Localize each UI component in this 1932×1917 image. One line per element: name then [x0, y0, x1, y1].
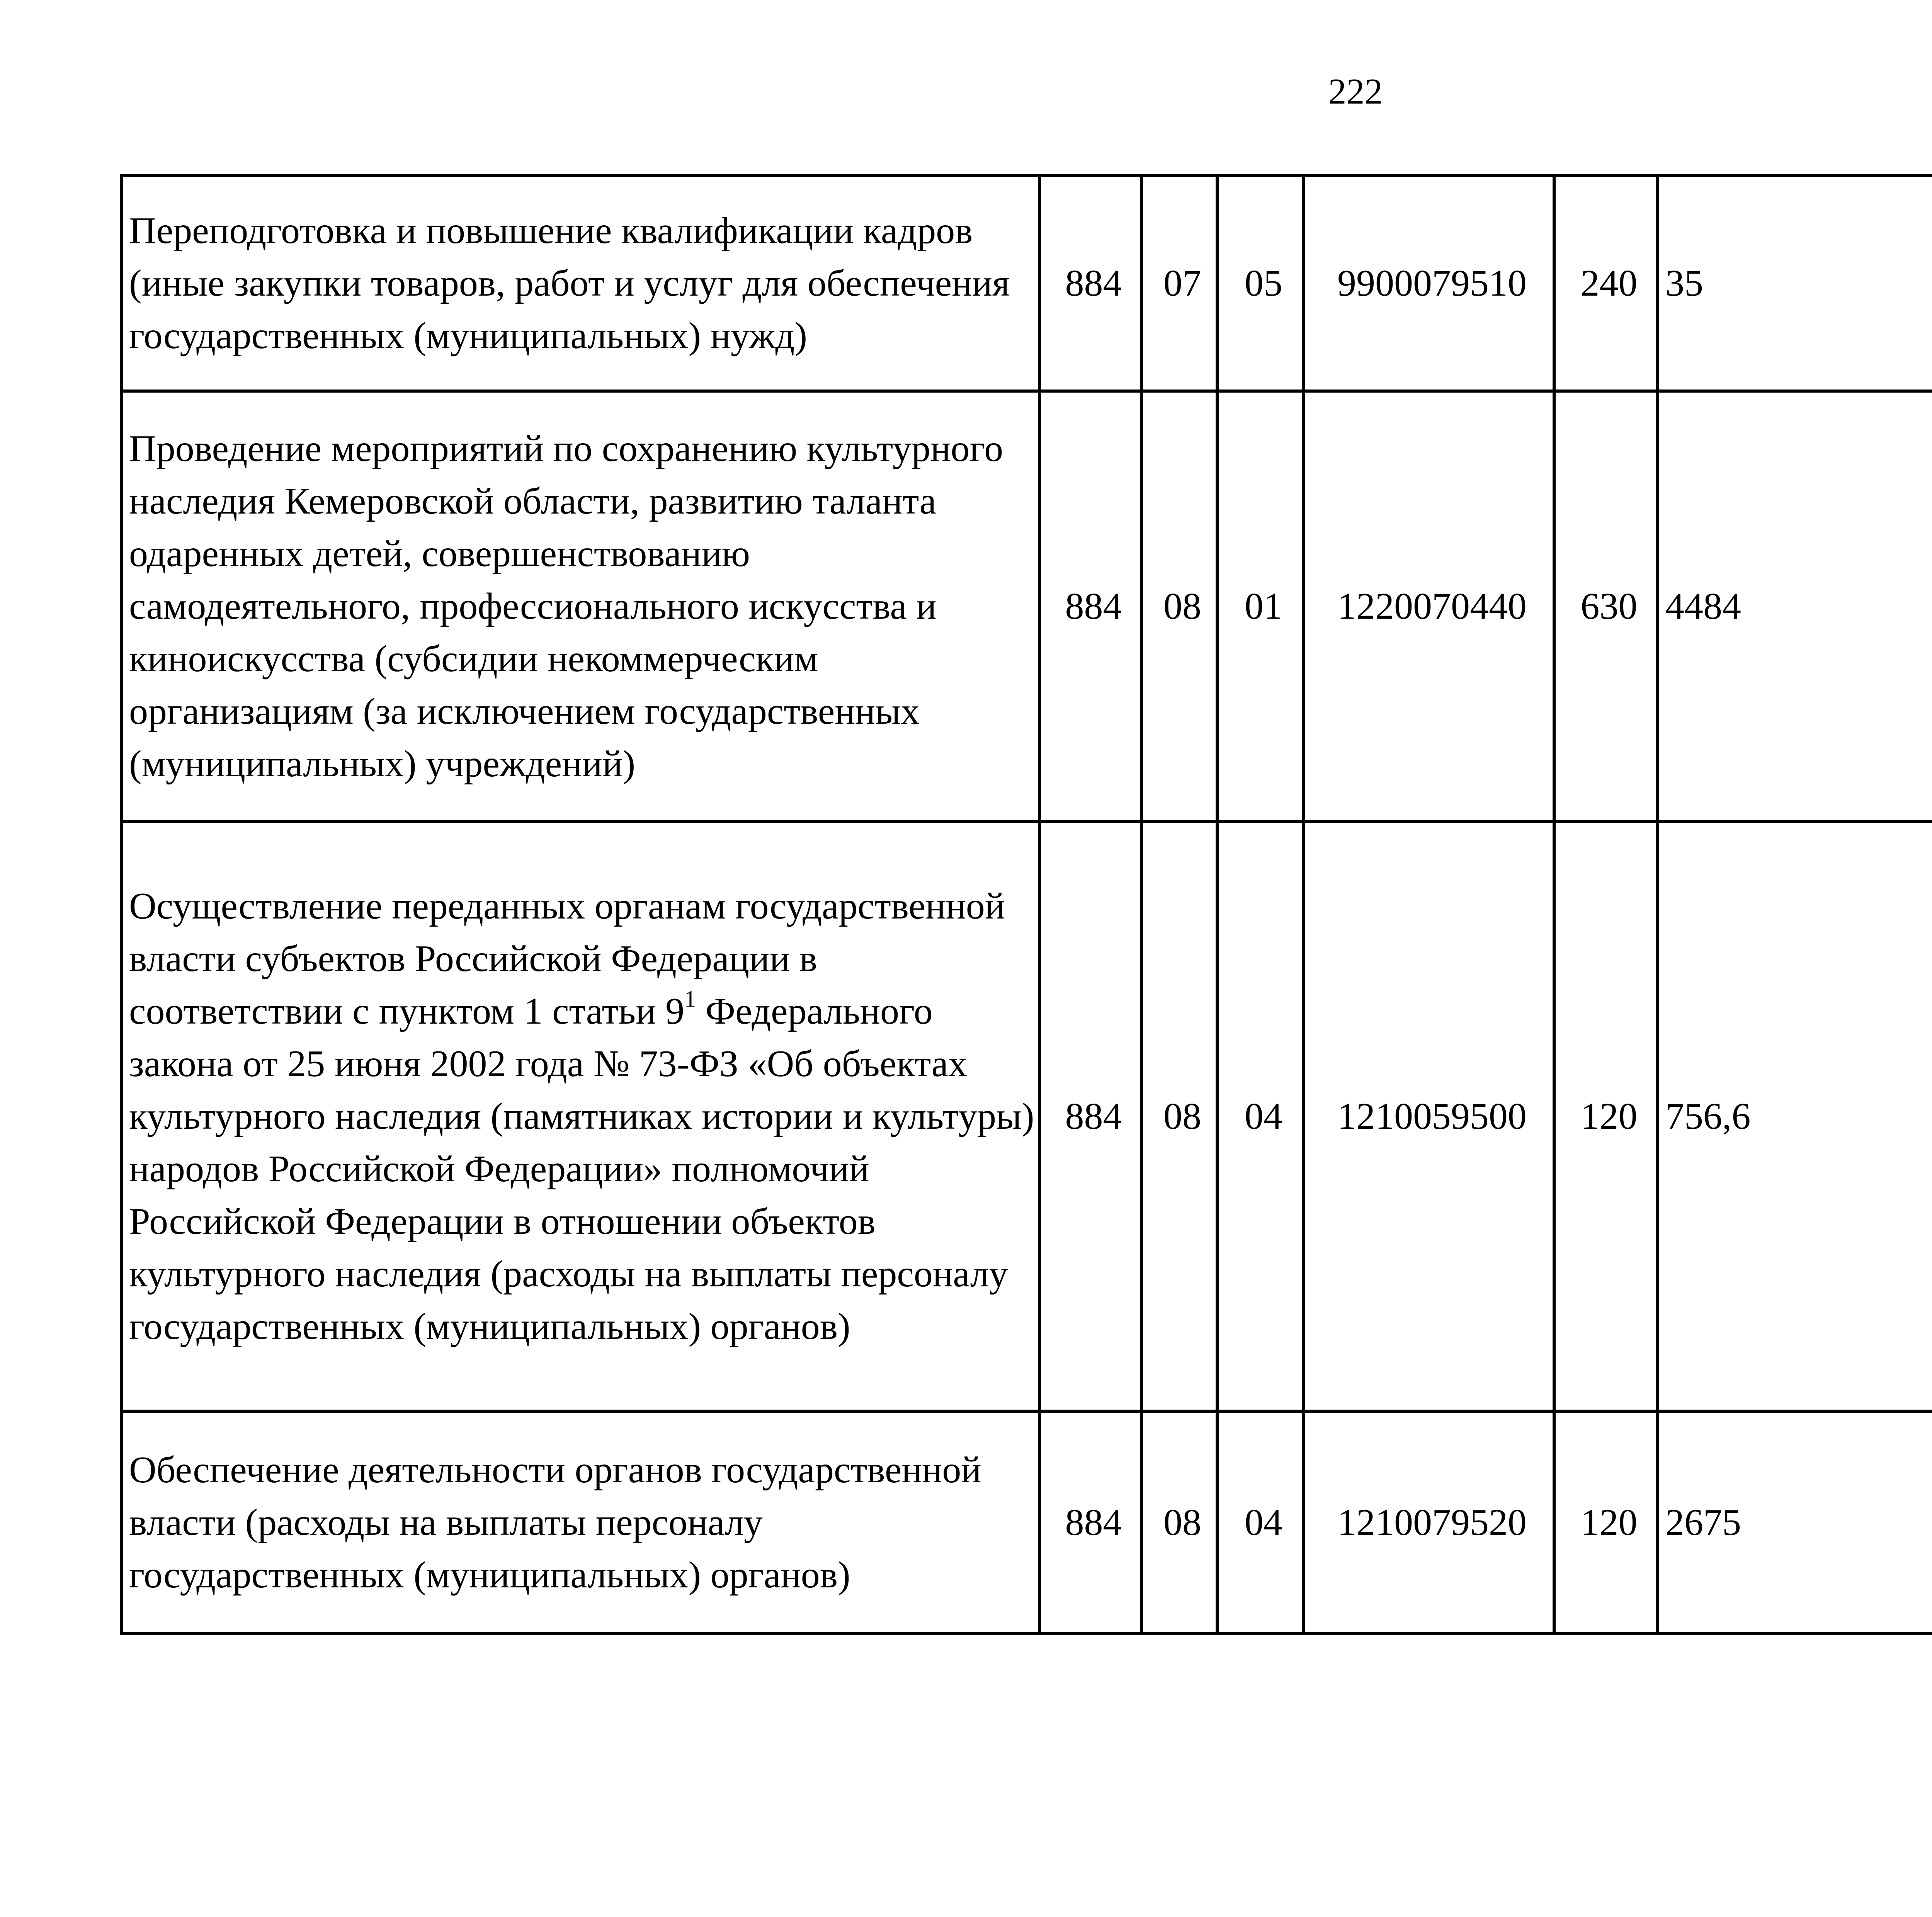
row-description: Проведение мероприятий по сохранению культурного наследия Кемеровской области, развитию таланта одаренных детей, совершенствованию самодеятельного, профессионального искусства и киноискусства (субсидии некоммерческим организациям (за исключением государственных (муниципальных) учреждений) [121, 391, 1039, 822]
expense-type-code: 120 [1554, 822, 1658, 1411]
row-description [121, 822, 1039, 1411]
expense-type-code: 240 [1554, 175, 1658, 391]
target-item-code: 1220070440 [1304, 391, 1554, 822]
subsection-code: 05 [1217, 175, 1304, 391]
page-number: 222 [1328, 71, 1383, 112]
expense-type-code: 630 [1554, 391, 1658, 822]
ministry-code: 884 [1039, 391, 1141, 822]
ministry-code: 884 [1039, 175, 1141, 391]
subsection-code: 04 [1217, 822, 1304, 1411]
ministry-code: 884 [1039, 822, 1141, 1411]
section-code: 08 [1141, 391, 1217, 822]
row-description: Переподготовка и повышение квалификации кадров (иные закупки товаров, работ и услуг для обеспечения государственных (муниципальных) нужд) [121, 175, 1039, 391]
amount-year-1: 756,6 [1658, 822, 1932, 1411]
target-item-code: 1210059500 [1304, 822, 1554, 1411]
budget-table [120, 174, 1932, 1635]
section-code: 07 [1141, 175, 1217, 391]
target-item-code: 1210079520 [1304, 1411, 1554, 1634]
row-description: Обеспечение деятельности органов государственной власти (расходы на выплаты персоналу государственных (муниципальных) органов) [121, 1411, 1039, 1634]
description-text: Осуществление переданных органам государственной власти субъектов Российской Федерации в соответствии с пунктом 1 статьи 9 [129, 885, 1005, 1032]
table-row [121, 391, 1932, 822]
amount-year-1: 35 [1658, 175, 1932, 391]
ministry-code: 884 [1039, 1411, 1141, 1634]
section-code: 08 [1141, 1411, 1217, 1634]
subsection-code: 01 [1217, 391, 1304, 822]
amount-year-1: 2675 [1658, 1411, 1932, 1634]
amount-year-1: 4484 [1658, 391, 1932, 822]
subsection-code: 04 [1217, 1411, 1304, 1634]
expense-type-code: 120 [1554, 1411, 1658, 1634]
footnote-superscript: 1 [684, 986, 696, 1012]
description-text-continued: Федерального закона от 25 июня 2002 года № 73-ФЗ «Об объектах культурного наследия (памятниках истории и культуры) народов Российской Федерации» полномочий Российской Федерации в отношении объектов культурного наследия (расходы на выплаты персоналу государственных (муниципальных) органов) [129, 990, 1034, 1347]
table-row [121, 822, 1932, 1411]
table-row [121, 175, 1932, 391]
section-code: 08 [1141, 822, 1217, 1411]
target-item-code: 9900079510 [1304, 175, 1554, 391]
table-row [121, 1411, 1932, 1634]
